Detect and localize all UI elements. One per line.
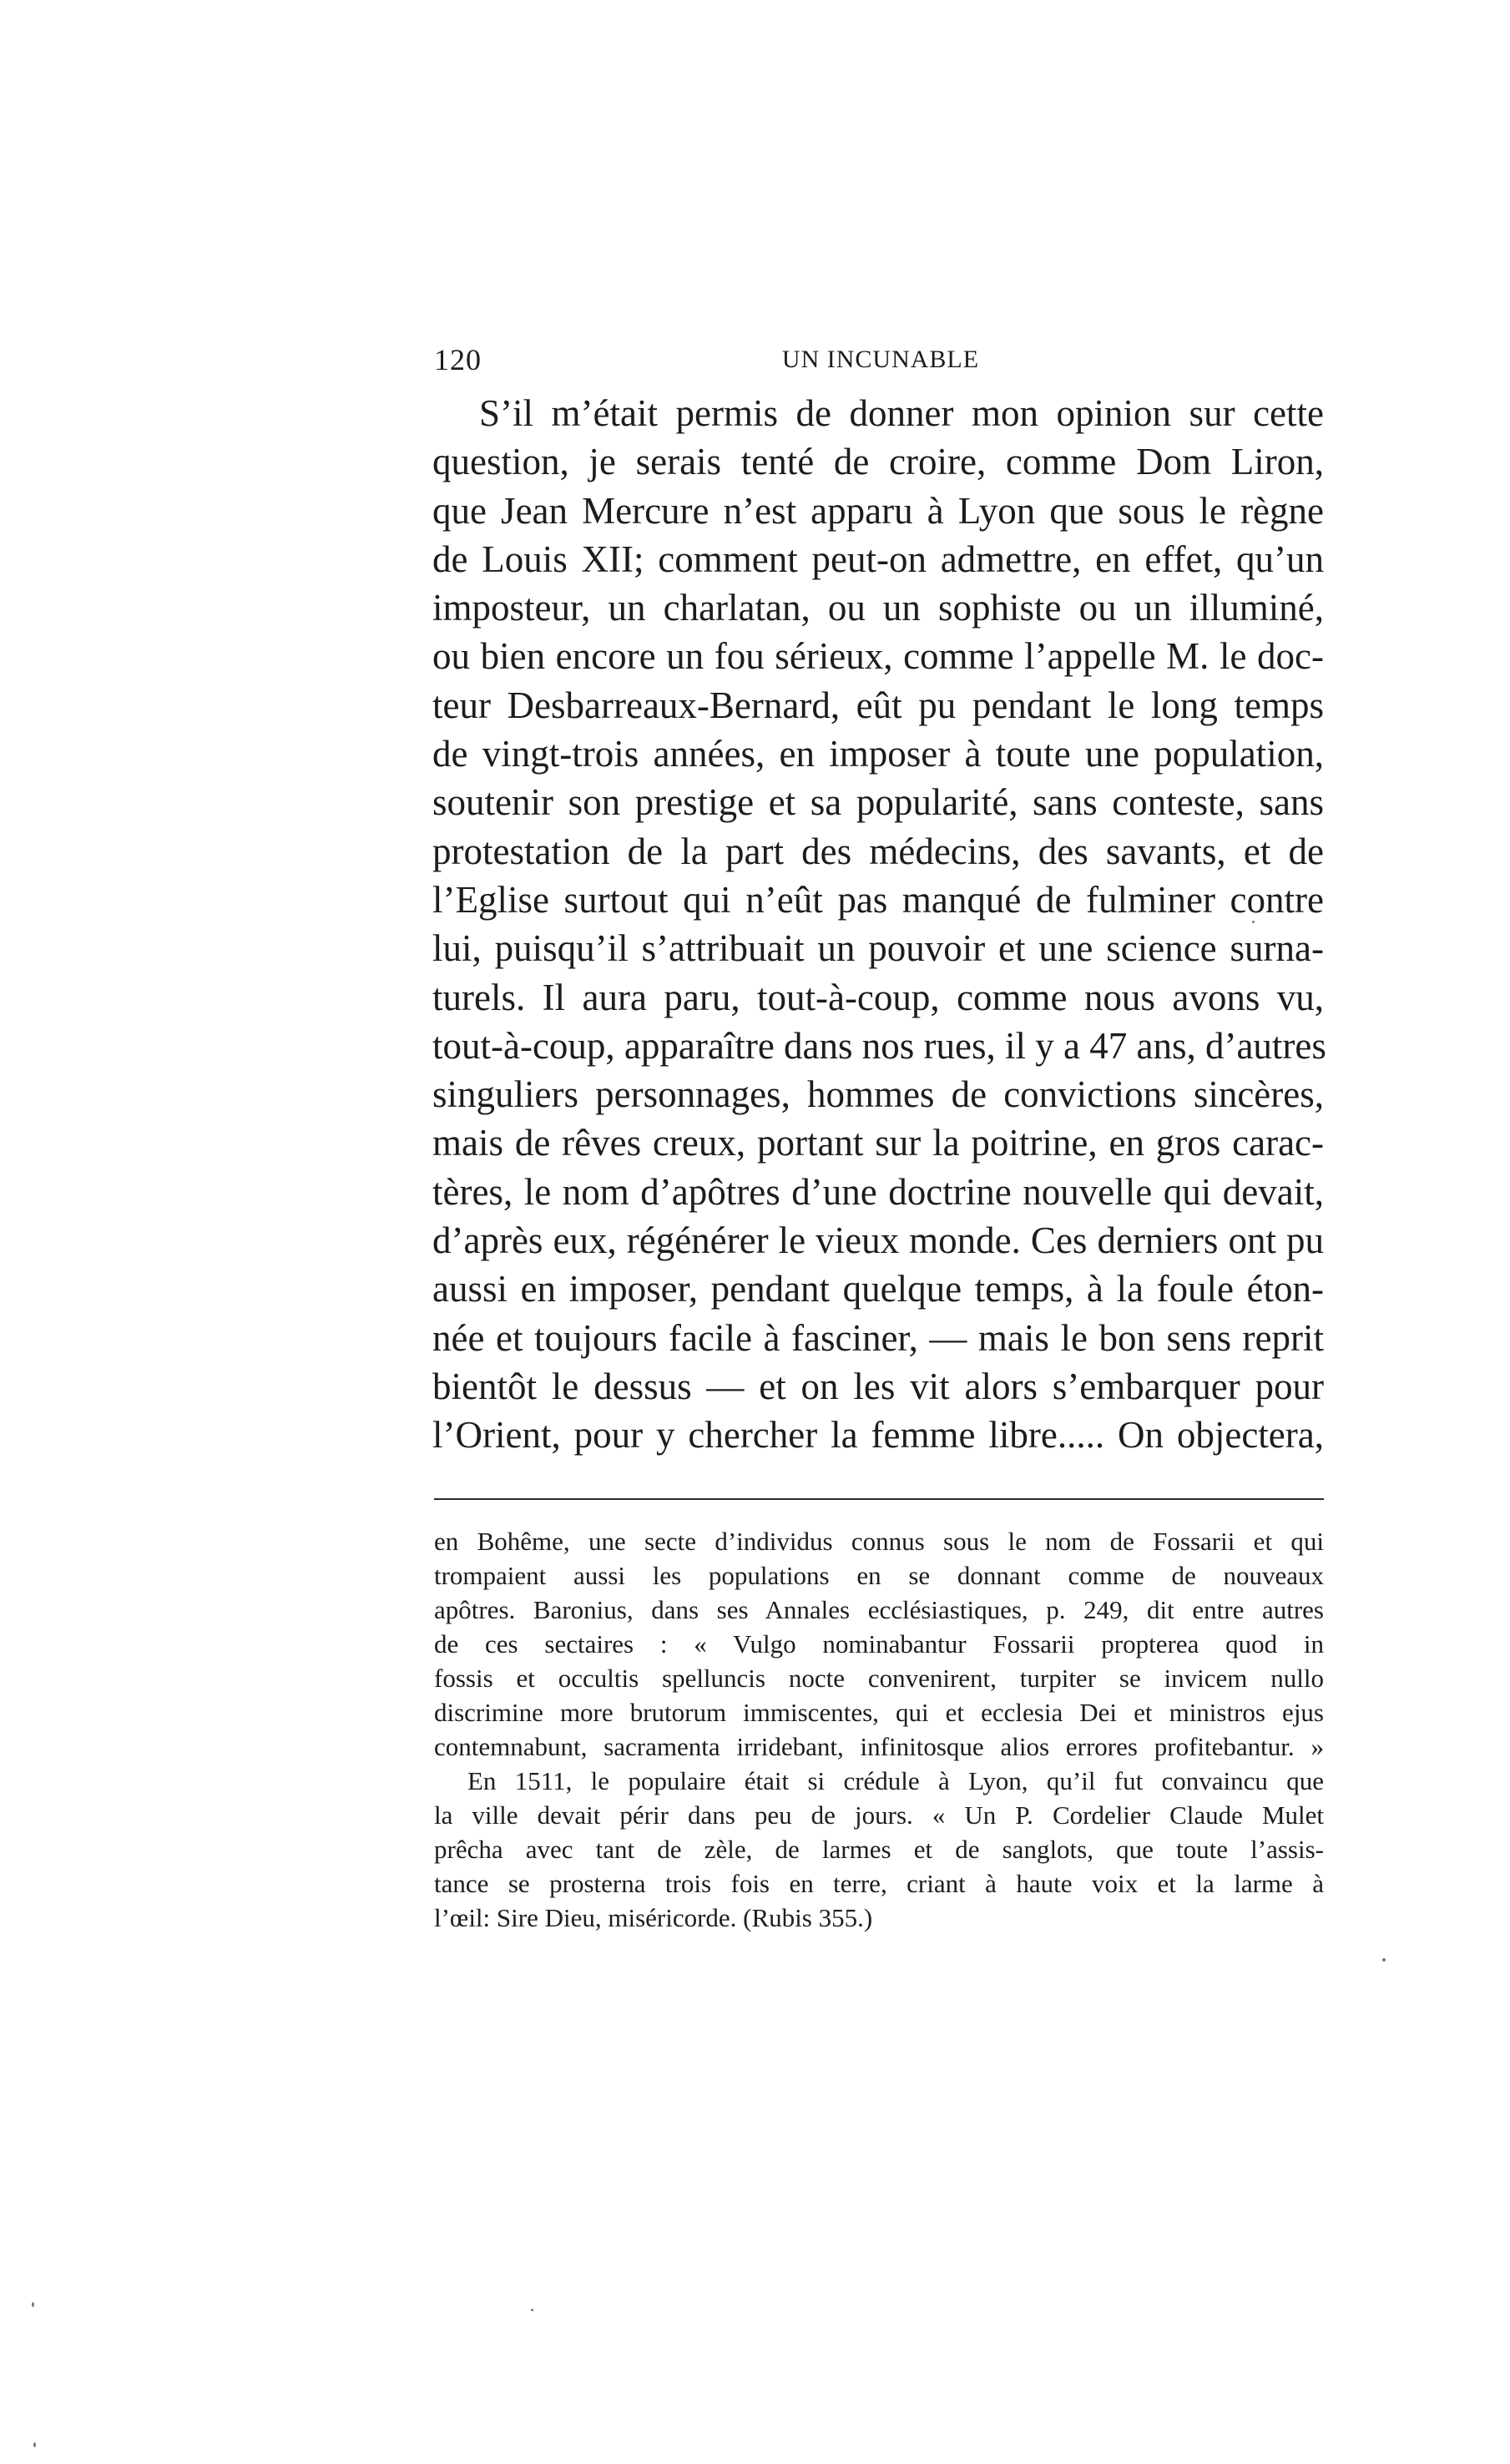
paper-speck	[33, 2442, 36, 2447]
page-number: 120	[434, 343, 482, 376]
footnote-line: l’œil: Sire Dieu, miséricorde. (Rubis 355.)	[434, 1903, 873, 1932]
text-line: aussi en imposer, pendant quelque temps, à la foule éton-	[432, 1268, 1324, 1310]
text-line: ou bien encore un fou sérieux, comme l’appelle M. le doc-	[432, 635, 1324, 678]
text-line: l’Orient, pour y chercher la femme libre..... On objectera,	[432, 1414, 1324, 1457]
text-line: bientôt le dessus — et on les vit alors s’embarquer pour	[432, 1365, 1324, 1407]
text-line: S’il m’était permis de donner mon opinion sur cette	[479, 392, 1324, 434]
paper-speck	[1252, 921, 1255, 923]
footnote-line: tance se prosterna trois fois en terre, criant à haute voix et la larme à	[434, 1869, 1324, 1898]
footnote-line: prêcha avec tant de zèle, de larmes et de sanglots, que toute l’assis-	[434, 1835, 1324, 1864]
text-line: que Jean Mercure n’est apparu à Lyon que sous le règne	[432, 489, 1324, 532]
footnote-line: fossis et occultis spelluncis nocte convenirent, turpiter se invicem nullo	[434, 1664, 1324, 1693]
footnote-line: apôtres. Baronius, dans ses Annales ecclésiastiques, p. 249, dit entre autres	[434, 1595, 1324, 1624]
text-line: teur Desbarreaux-Bernard, eût pu pendant le long temps	[432, 684, 1324, 726]
text-line: protestation de la part des médecins, des savants, et de	[432, 830, 1324, 872]
footnote-separator	[434, 1498, 1324, 1500]
main-text	[432, 389, 1324, 1460]
footnotes	[434, 1524, 1324, 1935]
text-line: de vingt-trois années, en imposer à toute une population,	[432, 733, 1324, 775]
text-line: tères, le nom d’apôtres d’une doctrine nouvelle qui devait,	[432, 1170, 1324, 1213]
paper-speck	[531, 2309, 533, 2311]
text-line: l’Eglise surtout qui n’eût pas manqué de fulminer contre	[432, 878, 1324, 921]
text-line: question, je serais tenté de croire, comme Dom Liron,	[432, 441, 1324, 483]
text-line: née et toujours facile à fasciner, — mais le bon sens reprit	[432, 1316, 1324, 1359]
paper-speck	[32, 2302, 34, 2307]
text-line: turels. Il aura paru, tout-à-coup, comme nous avons vu,	[432, 976, 1324, 1018]
footnote-line: en Bohême, une secte d’individus connus sous le nom de Fossarii et qui	[434, 1527, 1324, 1556]
footnote-line: de ces sectaires : « Vulgo nominabantur Fossarii propterea quod in	[434, 1629, 1324, 1659]
footnote-line: En 1511, le populaire était si crédule à Lyon, qu’il fut convaincu que	[467, 1766, 1324, 1795]
text-line: d’après eux, régénérer le vieux monde. Ces derniers ont pu	[432, 1219, 1324, 1262]
footnote-line: discrimine more brutorum immiscentes, qui et ecclesia Dei et ministros ejus	[434, 1698, 1324, 1727]
text-line: lui, puisqu’il s’attribuait un pouvoir et une science surna-	[432, 927, 1324, 970]
running-title: UN INCUNABLE	[781, 346, 980, 373]
text-line: soutenir son prestige et sa popularité, sans conteste, sans	[432, 781, 1324, 824]
footnote-line: trompaient aussi les populations en se donnant comme de nouveaux	[434, 1561, 1324, 1590]
text-line: singuliers personnages, hommes de convictions sincères,	[432, 1073, 1324, 1116]
footnote-line: contemnabunt, sacramenta irridebant, infinitosque alios errores profitebantur. »	[434, 1732, 1324, 1761]
running-head	[434, 342, 1327, 379]
text-line: mais de rêves creux, portant sur la poitrine, en gros carac-	[432, 1122, 1324, 1164]
text-line: de Louis XII; comment peut-on admettre, en effet, qu’un	[432, 538, 1324, 580]
paper-speck	[1382, 1958, 1386, 1962]
text-line: imposteur, un charlatan, ou un sophiste ou un illuminé,	[432, 587, 1324, 629]
text-line: tout-à-coup, apparaître dans nos rues, il y a 47 ans, d’autres	[432, 1024, 1326, 1067]
footnote-line: la ville devait périr dans peu de jours. « Un P. Cordelier Claude Mulet	[434, 1800, 1324, 1830]
